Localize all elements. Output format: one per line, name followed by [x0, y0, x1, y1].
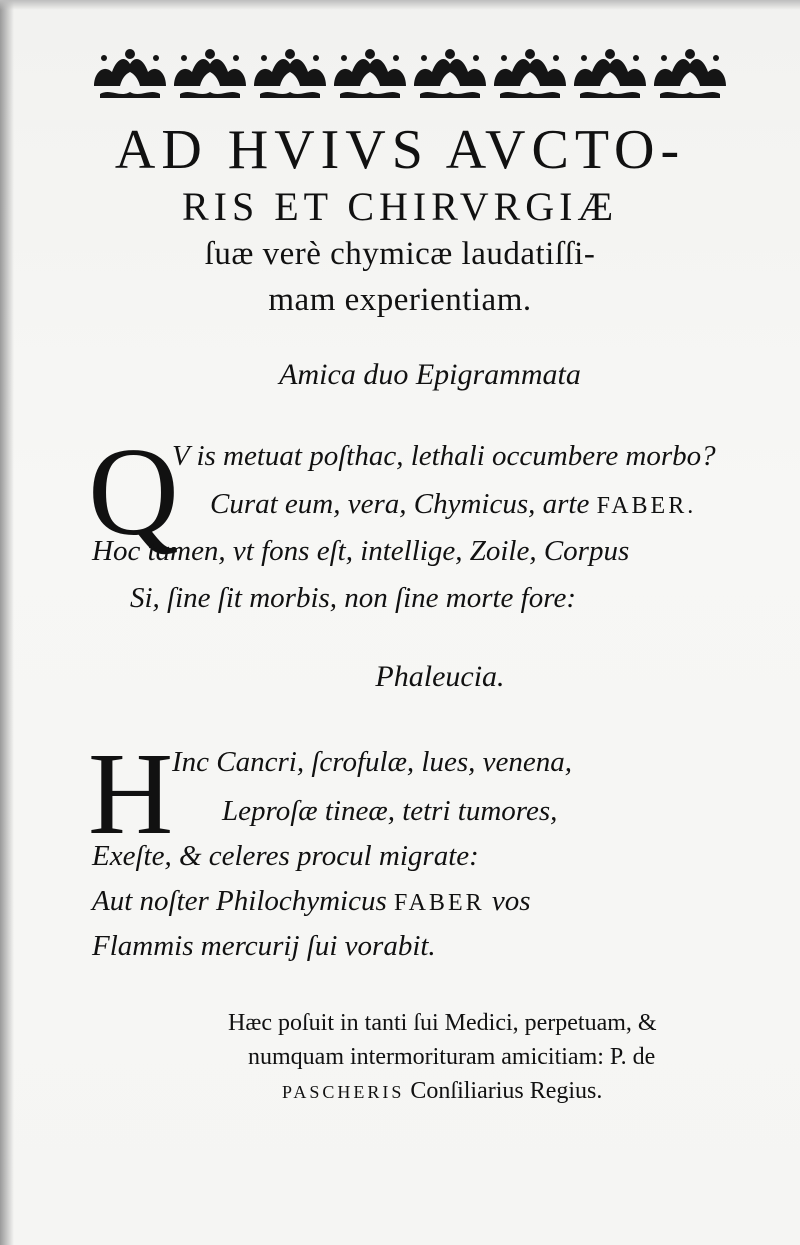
drop-cap-q: Q [88, 423, 179, 562]
phaleucia-line-4-post: vos [491, 885, 531, 917]
phaleucia-line-4-pre: Aut noſter Philochymicus [92, 885, 387, 917]
title-line-4: mam experientiam. [268, 282, 532, 318]
dedication-line-3 [282, 1078, 602, 1105]
phaleucia-heading: Phaleucia. [375, 660, 505, 693]
phaleucia-line-1: Inc Cancri, ſcrofulæ, lues, venena, [172, 746, 573, 778]
author-title: Conſiliarius Regius. [410, 1078, 603, 1104]
epigram-heading: Amica duo Epigrammata [279, 358, 581, 391]
faber-name-2: FABER [394, 890, 485, 916]
epigram-line-4: Si, ſine ſit morbis, non ſine morte fore: [130, 582, 576, 614]
phaleucia-line-2: Leproſæ tineæ, tetri tumores, [222, 795, 558, 827]
decorative-headpiece [90, 42, 750, 104]
drop-cap-h: H [88, 728, 174, 859]
epigram-line-1: V is metuat poſthac, lethali occumbere morbo? [172, 440, 716, 472]
title-line-1: AD HVIVS AVCTO- [114, 119, 686, 181]
phaleucia-line-4 [92, 885, 531, 918]
epigram-line-2 [210, 488, 696, 521]
epigram-line-2-text: Curat eum, vera, Chymicus, arte [210, 488, 590, 520]
phaleucia-line-3: Exeſte, & celeres procul migrate: [92, 840, 479, 872]
epigram-line-3: Hoc tamen, vt fons eſt, intellige, Zoile, Corpus [92, 535, 630, 567]
faber-name: FABER. [596, 493, 697, 519]
title-line-2: RIS ET CHIRVRGIÆ [181, 184, 619, 229]
dedication-line-1: Hæc poſuit in tanti ſui Medici, perpetuam, & [228, 1010, 657, 1036]
title-line-3: ſuæ verè chymicæ laudatiſſi- [204, 236, 596, 272]
phaleucia-line-5: Flammis mercurij ſui vorabit. [92, 930, 436, 962]
author-name: PASCHERIS [282, 1082, 405, 1102]
dedication-line-2: numquam intermorituram amicitiam: P. de [248, 1044, 656, 1070]
